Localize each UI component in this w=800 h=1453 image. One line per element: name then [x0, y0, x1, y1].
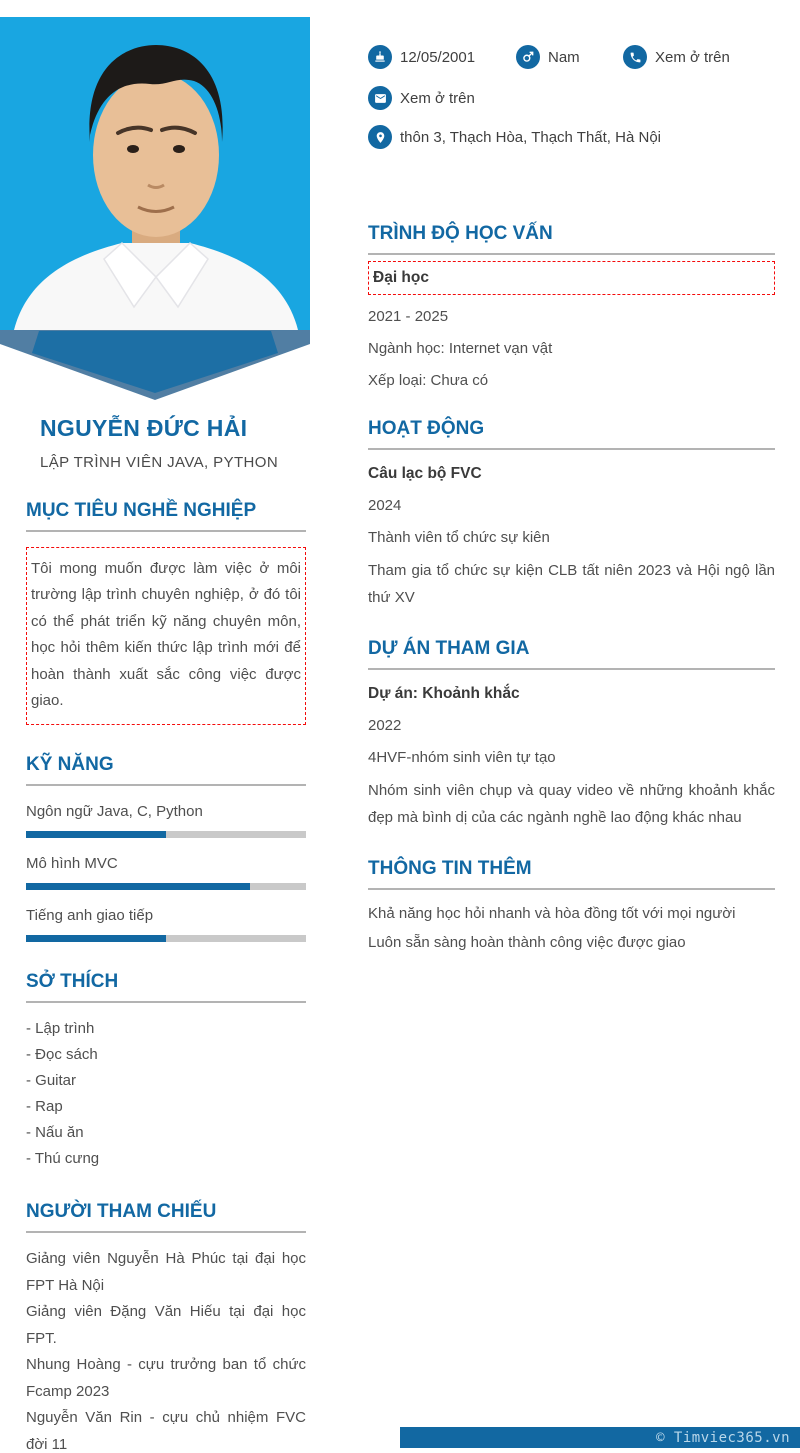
- hobby-item: - Đọc sách: [26, 1046, 98, 1064]
- contact-row-1: [368, 45, 775, 69]
- skill-bar-track: [26, 883, 306, 890]
- reference-item: Nhung Hoàng - cựu trưởng ban tổ chức Fcamp 2023: [26, 1356, 306, 1400]
- heading-underline: [368, 668, 775, 670]
- skill-label: Ngôn ngữ Java, C, Python: [26, 803, 203, 821]
- heading-underline: [26, 1231, 306, 1233]
- reference-item: Giảng viên Nguyễn Hà Phúc tại đại học FPT Hà Nội: [26, 1250, 306, 1294]
- activity-year: 2024: [368, 497, 402, 514]
- section-references: [26, 1200, 306, 1453]
- reference-item: Giảng viên Đặng Văn Hiếu tại đại học FPT.: [26, 1303, 306, 1347]
- activity-role: Thành viên tổ chức sự kiên: [368, 529, 550, 546]
- hobby-item: - Lập trình: [26, 1020, 95, 1038]
- education-major: Ngành học: Internet vạn vật: [368, 340, 553, 357]
- profile-photo[interactable]: [0, 17, 310, 330]
- skill-bar-track: [26, 831, 306, 838]
- skill-bar-track: [26, 935, 306, 942]
- candidate-name: NGUYỄN ĐỨC HẢI: [40, 415, 248, 441]
- section-education: [368, 222, 775, 391]
- skill-item: [26, 854, 306, 890]
- extra-info-line: Khả năng học hỏi nhanh và hòa đồng tốt với mọi người: [368, 905, 736, 922]
- heading-underline: [26, 784, 306, 786]
- contact-birthday: [368, 45, 516, 69]
- phone-value: Xem ở trên: [655, 48, 730, 66]
- section-heading: THÔNG TIN THÊM: [368, 858, 532, 879]
- contact-address: [368, 125, 661, 149]
- objective-editable-field[interactable]: Tôi mong muốn được làm việc ở môi trường lập trình chuyên nghiệp, ở đó tôi có thể phát triển kỹ năng chuyên môn, học hỏi thêm kiến thức lập trình mới để hoàn thành xuất sắc công việc được giao.: [26, 547, 306, 725]
- contact-phone: [623, 45, 730, 69]
- hobby-item: - Guitar: [26, 1072, 77, 1090]
- activity-organization: Câu lạc bộ FVC: [368, 465, 482, 482]
- contact-gender: [516, 45, 623, 69]
- section-heading: HOẠT ĐỘNG: [368, 418, 485, 439]
- education-years: 2021 - 2025: [368, 308, 449, 325]
- skill-bar-fill: [26, 883, 250, 890]
- left-column: [0, 395, 310, 1453]
- reference-item: Nguyễn Văn Rin - cựu chủ nhiệm FVC đời 11: [26, 1409, 306, 1453]
- section-heading: KỸ NĂNG: [26, 754, 114, 776]
- hobby-list: [26, 1016, 306, 1172]
- education-editable-field[interactable]: Đại học: [368, 261, 775, 295]
- birthday-value: 12/05/2001: [400, 48, 476, 66]
- skill-item: [26, 802, 306, 838]
- contact-row-2: [368, 86, 775, 110]
- hobby-item: - Thú cưng: [26, 1150, 100, 1168]
- reference-list: [26, 1246, 306, 1453]
- section-activities: [368, 417, 775, 611]
- address-value: thôn 3, Thạch Hòa, Thạch Thất, Hà Nội: [400, 128, 661, 146]
- section-projects: [368, 637, 775, 831]
- contact-email: [368, 86, 475, 110]
- phone-icon: [623, 45, 647, 69]
- contact-row-3: [368, 125, 775, 149]
- skill-label: Tiếng anh giao tiếp: [26, 907, 154, 925]
- activity-description: Tham gia tổ chức sự kiện CLB tất niên 2023 và Hội ngộ lần thứ XV: [368, 562, 775, 606]
- section-skills: [26, 753, 306, 942]
- project-description: Nhóm sinh viên chụp và quay video về những khoảnh khắc đẹp mà bình dị của các ngành nghề lao động khác nhau: [368, 782, 775, 826]
- hobby-item: - Nấu ăn: [26, 1124, 84, 1142]
- section-extra-info: [368, 857, 775, 953]
- project-year: 2022: [368, 717, 402, 734]
- candidate-job-title: LẬP TRÌNH VIÊN JAVA, PYTHON: [40, 454, 279, 471]
- education-rank: Xếp loại: Chưa có: [368, 372, 489, 389]
- gender-icon: [516, 45, 540, 69]
- project-name: Dự án: Khoảnh khắc: [368, 685, 520, 702]
- gender-value: Nam: [548, 48, 580, 66]
- email-value: Xem ở trên: [400, 89, 475, 107]
- heading-underline: [368, 888, 775, 890]
- section-heading: TRÌNH ĐỘ HỌC VẤN: [368, 223, 553, 244]
- birthday-cake-icon: [368, 45, 392, 69]
- project-team: 4HVF-nhóm sinh viên tự tạo: [368, 749, 556, 766]
- email-icon: [368, 86, 392, 110]
- section-heading: NGƯỜI THAM CHIẾU: [26, 1201, 217, 1223]
- heading-underline: [368, 448, 775, 450]
- heading-underline: [26, 530, 306, 532]
- footer-bar: [400, 1427, 800, 1448]
- section-objective: [26, 499, 306, 725]
- section-heading: SỞ THÍCH: [26, 971, 119, 993]
- skill-bar-fill: [26, 831, 166, 838]
- extra-info-line: Luôn sẵn sàng hoàn thành công việc được giao: [368, 934, 686, 951]
- skill-bar-fill: [26, 935, 166, 942]
- hobby-item: - Rap: [26, 1098, 63, 1116]
- skill-label: Mô hình MVC: [26, 855, 118, 873]
- heading-underline: [368, 253, 775, 255]
- location-icon: [368, 125, 392, 149]
- section-heading: MỤC TIÊU NGHỀ NGHIỆP: [26, 500, 257, 521]
- skill-item: [26, 906, 306, 942]
- right-column: [368, 45, 775, 953]
- footer-copyright-link[interactable]: © Timviec365.vn: [656, 1429, 790, 1446]
- portrait-image: [0, 17, 310, 330]
- heading-underline: [26, 1001, 306, 1003]
- section-hobbies: [26, 970, 306, 1172]
- section-heading: DỰ ÁN THAM GIA: [368, 638, 530, 659]
